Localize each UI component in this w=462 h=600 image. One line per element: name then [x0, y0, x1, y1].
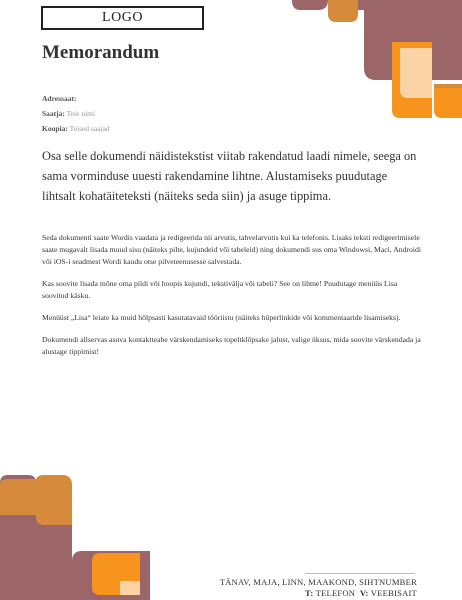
top-right-decoration	[292, 0, 462, 130]
deco-mauve-large-bottom	[0, 515, 72, 600]
phone-value: TELEFON	[315, 588, 356, 598]
body-paragraph[interactable]: Menüüst „Lisa“ leiate ka muid hõlpsasti kasutatavaid tööriistu (näiteks hüperlinkide või kommentaaride lisamiseks).	[42, 313, 401, 322]
body-paragraph[interactable]: Seda dokumenti saate Wordis vaadata ja redigeerida nii arvutis, tahvelarvutis kui ka telefonis. Lisaks teksti redigeerimisele saate mugavalt lisada muud sisu (näiteks pilte, kujundeid või tabeleid) ning dokumendi sus oma Windowsi, Maci, Androidi või iOS-i seadmest Wordi kaudu otse pilveteenusesse salvestada.	[42, 233, 421, 266]
bottom-left-decoration	[0, 475, 150, 600]
sender-value[interactable]: Teie nimi	[66, 109, 96, 118]
footer-address: TÄNAV, MAJA, LINN, MAAKOND, SIHTNUMBER	[219, 577, 417, 587]
web-value: VEEBISAIT	[370, 588, 417, 598]
deco-dark-orange-right	[434, 84, 462, 88]
phone-label: T:	[305, 588, 314, 598]
web-label: V:	[359, 588, 369, 598]
copy-line	[42, 121, 110, 136]
recipient-label: Adressaat:	[42, 94, 77, 103]
sender-label: Saatja:	[42, 109, 65, 118]
footer-divider	[305, 573, 415, 574]
page-title: Memorandum	[42, 42, 160, 63]
sender-line	[42, 106, 110, 121]
body-paragraph[interactable]: Dokumendi allservas asuva kontaktteabe värskendamiseks topeltklõpsake jalust, valige üksus, mida soovite värskendada ja alustage tippimist!	[42, 335, 421, 356]
page-footer[interactable]	[220, 577, 417, 599]
deco-peach-bottom	[120, 581, 140, 595]
deco-dark-orange-top	[328, 0, 358, 22]
logo-text: LOGO	[102, 10, 143, 25]
copy-value[interactable]: Teised saajad	[69, 124, 110, 133]
deco-dark-orange-left	[0, 479, 36, 521]
deco-mauve-upper-right	[358, 0, 364, 10]
recipient-line	[42, 91, 110, 106]
body-text	[42, 232, 422, 368]
intro-paragraph[interactable]: Osa selle dokumendi näidistekstist viitab rakendatud laadi nimele, seega on sama vorminduse uuesti rakendamine lihtne. Alustamiseks puudutage lihtsalt kohatäiteteksti (näiteks seda siin) ja asuge tippima.	[42, 149, 417, 203]
footer-contact	[220, 588, 417, 599]
deco-peach-mid	[400, 48, 432, 98]
copy-label: Koopia:	[42, 124, 68, 133]
logo-placeholder[interactable]	[41, 6, 204, 30]
deco-orange-right	[434, 84, 462, 118]
deco-mauve-top-left	[292, 0, 328, 10]
deco-dark-orange-mid	[36, 475, 72, 525]
body-paragraph[interactable]: Kas soovite lisada mõne oma pildi või hoopis kujundi, tekstivälja või tabeli? See on lihtne! Puudutage menüüs Lisa soovitud käsku.	[42, 279, 398, 300]
memo-meta	[42, 91, 110, 136]
